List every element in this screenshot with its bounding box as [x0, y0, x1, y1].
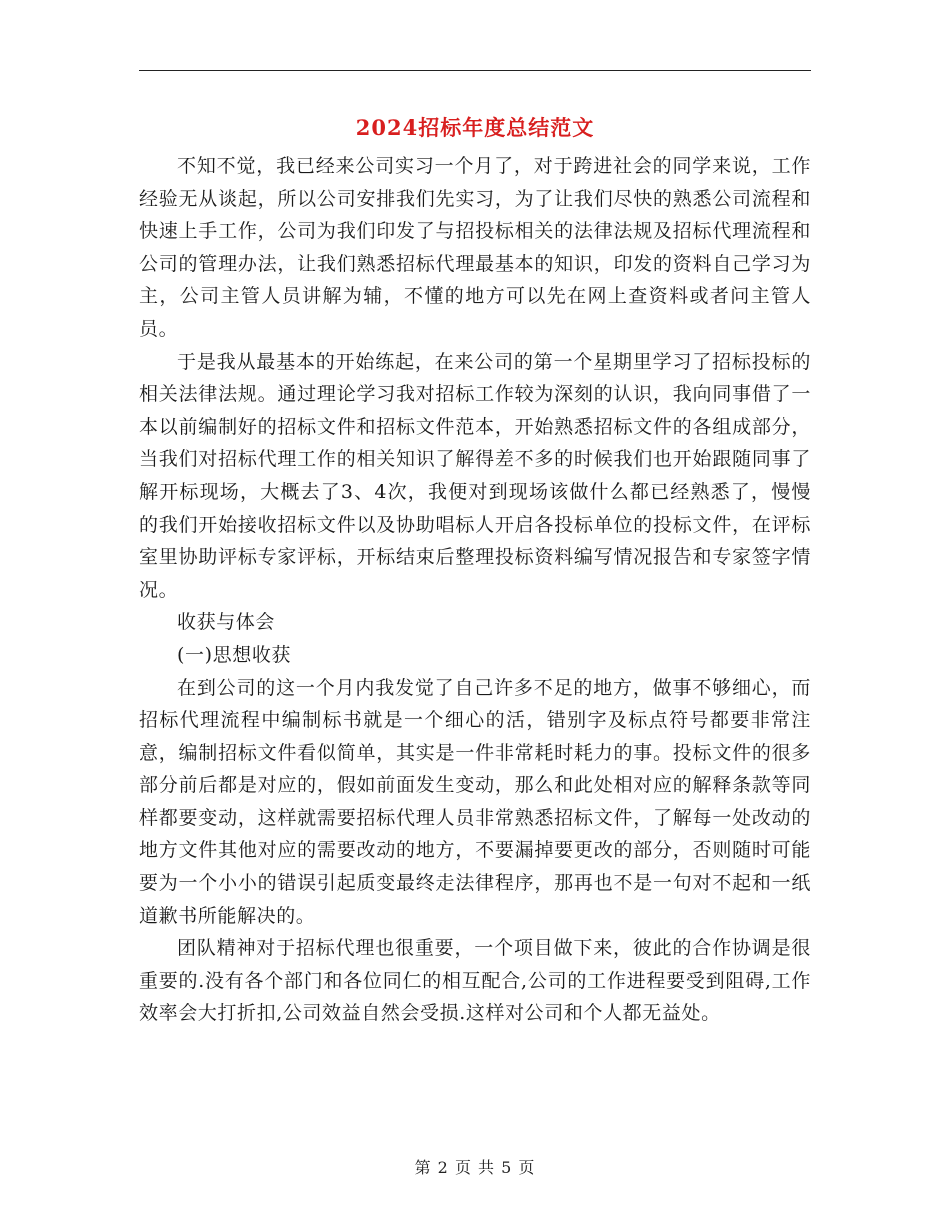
paragraph-teamwork: 团队精神对于招标代理也很重要，一个项目做下来，彼此的合作协调是很重要的.没有各个部门和各位同仁的相互配合,公司的工作进程要受到阻碍,工作效率会大打折扣,公司效益自然会受损.这样对公司和个人都无益处。: [139, 937, 811, 1025]
document-body: [139, 150, 811, 1030]
paragraph-thoughts: 在到公司的这一个月内我发觉了自己许多不足的地方，做事不够细心，而招标代理流程中编制标书就是一个细心的活，错别字及标点符号都要非常注意，编制招标文件看似简单，其实是一件非常耗时耗力的事。投标文件的很多部分前后都是对应的，假如前面发生变动，那么和此处相对应的解释条款等同样都要变动，这样就需要招标代理人员非常熟悉招标文件，了解每一处改动的地方文件其他对应的需要改动的地方，不要漏掉要更改的部分，否则随时可能要为一个小小的错误引起质变最终走法律程序，那再也不是一句对不起和一纸道歉书所能解决的。: [139, 676, 811, 927]
subsection-heading-thoughts: (一)思想收获: [177, 643, 292, 666]
document-title: 2024招标年度总结范文: [355, 115, 595, 140]
section-heading-gains: 收获与体会: [177, 611, 276, 634]
paragraph-learning: 于是我从最基本的开始练起，在来公司的第一个星期里学习了招标投标的相关法律法规。通过理论学习我对招标工作较为深刻的认识，我向同事借了一本以前编制好的招标文件和招标文件范本，开始熟悉招标文件的各组成部分，当我们对招标代理工作的相关知识了解得差不多的时候我们也开始跟随同事了解开标现场，大概去了3、4次，我便对到现场该做什么都已经熟悉了，慢慢的我们开始接收招标文件以及协助唱标人开启各投标单位的投标文件，在评标室里协助评标专家评标，开标结束后整理投标资料编写情况报告和专家签字情况。: [139, 350, 811, 601]
header-rule: [139, 70, 811, 71]
page-number-footer: 第 2 页 共 5 页: [414, 1158, 536, 1177]
paragraph-intro: 不知不觉，我已经来公司实习一个月了，对于跨进社会的同学来说，工作经验无从谈起，所以公司安排我们先实习，为了让我们尽快的熟悉公司流程和快速上手工作，公司为我们印发了与招投标相关的法律法规及招标代理流程和公司的管理办法，让我们熟悉招标代理最基本的知识，印发的资料自己学习为主，公司主管人员讲解为辅，不懂的地方可以先在网上查资料或者问主管人员。: [139, 155, 811, 340]
